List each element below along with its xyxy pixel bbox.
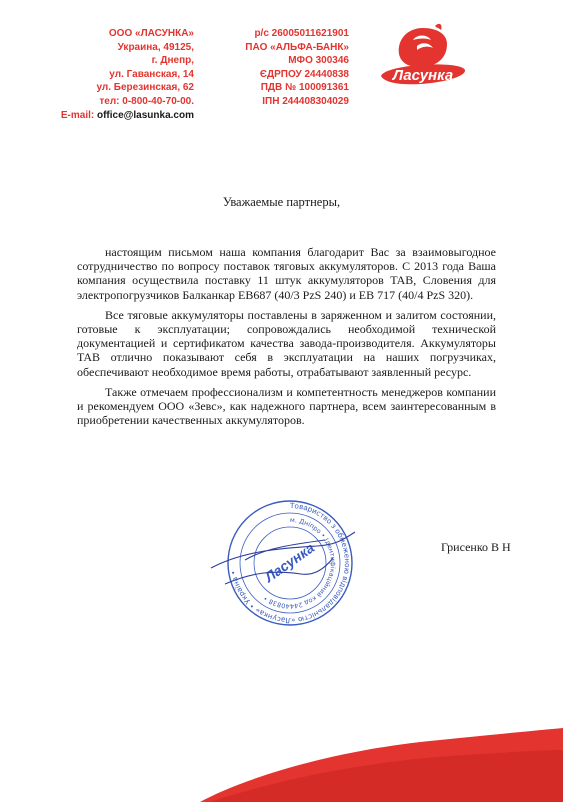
bank-details — [245, 27, 349, 109]
logo-text: Ласунка — [392, 67, 454, 84]
paragraph: Также отмечаем профессионализм и компетентность менеджеров компании и рекомендуем ООО «Зевс», как надежного партнера, всем заинтересованным в приобретении качественных аккумуляторов. — [77, 384, 496, 428]
address-line: г. Днепр, — [151, 55, 194, 67]
bank-ipn: ІПН 244408304029 — [262, 95, 349, 107]
company-name: ООО «ЛАСУНКА» — [108, 28, 194, 39]
lasunka-logo — [377, 20, 469, 98]
address-line: ул. Гаванская, 14 — [109, 68, 194, 80]
signer-name: Грисенко В Н — [441, 540, 511, 554]
phone-line: тел: 0-800-40-70-00. — [99, 95, 194, 107]
salutation: Уважаемые партнеры, — [222, 195, 341, 209]
letter-body — [77, 245, 496, 433]
bank-mfo: МФО 300346 — [288, 55, 349, 67]
stamp-inner-text: м. Дніпро • Ідентифікаційний код 24440838 • — [261, 515, 338, 611]
footer-wave — [0, 690, 563, 802]
bank-name: ПАО «АЛЬФА-БАНК» — [245, 41, 349, 53]
bank-edrpou: ЄДРПОУ 24440838 — [259, 68, 349, 80]
email-link[interactable]: office@lasunka.com — [96, 109, 194, 121]
company-address — [61, 27, 194, 122]
email-line — [61, 109, 194, 123]
email-label: E-mail: — [60, 109, 97, 121]
paragraph: Все тяговые аккумуляторы поставлены в заряженном и залитом состоянии, готовые к эксплуатации; сопровождались необходимой технической документацией и сертификатом качества завода-производителя. Аккумуляторы TAB отлично показывают себя в эксплуатации на наших погрузчиках, обеспечивают необходимое время работы, отрабатывают заявленный ресурс. — [77, 307, 496, 379]
stamp-outer-text: Товариство з обмеженою відповідальністю «Ласунка» • Україна • — [228, 500, 353, 626]
paragraph: настоящим письмом наша компания благодарит Вас за взаимовыгодное сотрудничество по вопросу поставок тяговых аккумуляторов. С 2013 года Ваша компания осуществила поставку 11 штук аккумуляторов TAB, Словения для электропогрузчиков Балканкар ЕВ687 (40/3 PzS 240) и ЕВ 717 (40/4 PzS 320). — [77, 245, 496, 302]
address-line: ул. Березинская, 62 — [96, 82, 194, 94]
stamp-center-text: Ласунка — [261, 539, 318, 585]
company-stamp — [205, 488, 375, 638]
bank-account: р/с 26005011621901 — [254, 28, 349, 39]
address-line: Украина, 49125, — [117, 41, 194, 53]
bank-pdv: ПДВ № 100091361 — [260, 82, 349, 94]
